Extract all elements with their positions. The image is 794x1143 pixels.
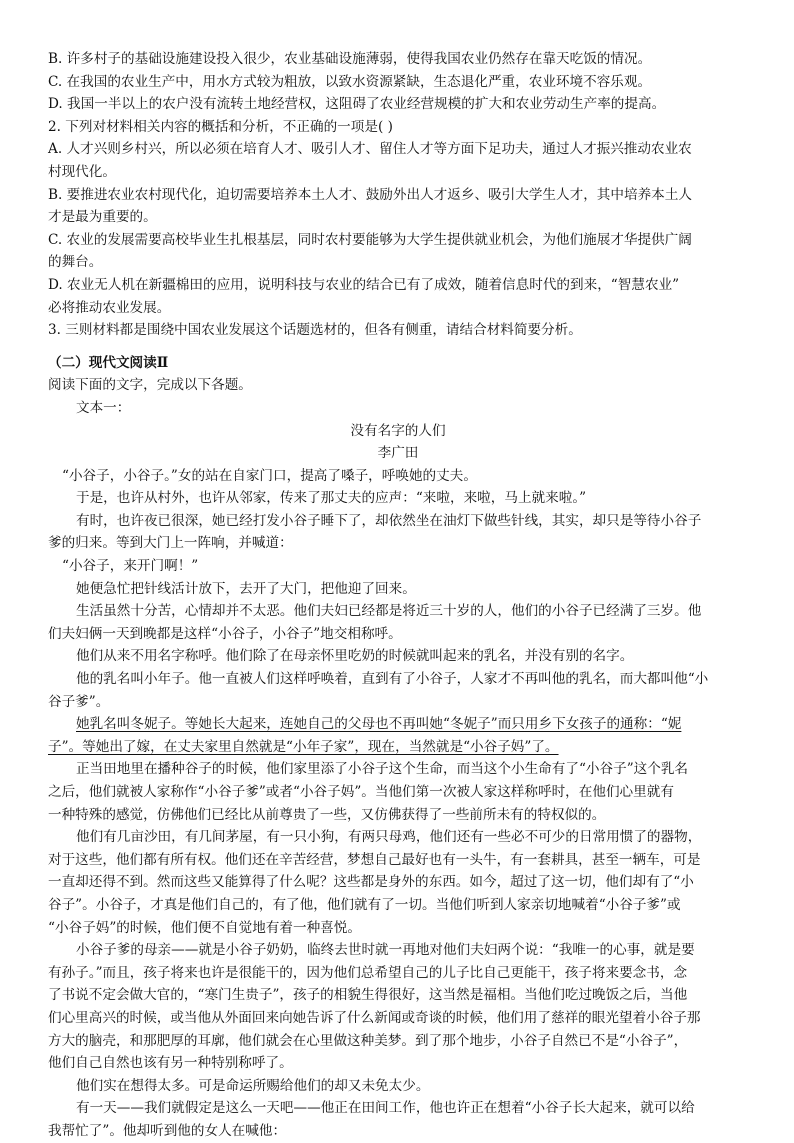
text-line: C. 在我国的农业生产中，用水方式较为粗放，以致水资源紧缺，生态退化严重，农业环境不容乐观。 bbox=[48, 73, 652, 90]
text-line: 2. 下列对材料相关内容的概括和分析，不正确的一项是( ) bbox=[48, 118, 393, 135]
text-line: 她便急忙把针线活计放下，去开了大门，把他迎了回来。 bbox=[76, 580, 416, 597]
text-line: 我帮忙了”。他却听到他的女人在喊他： bbox=[48, 1122, 287, 1139]
text-line: 生活虽然十分苦，心情却并不太恶。他们夫妇已经都是将近三十岁的人，他们的小谷子已经满了三岁。他 bbox=[76, 603, 702, 620]
text-line: 阅读下面的文字，完成以下各题。 bbox=[48, 377, 252, 394]
text-line: “小谷子，小谷子。”女的站在自家门口，提高了嗓子，呼唤她的丈夫。 bbox=[62, 467, 477, 484]
text-line: 村现代化。 bbox=[48, 163, 116, 180]
text-line: 3. 三则材料都是围绕中国农业发展这个话题选材的，但各有侧重，请结合材料简要分析。 bbox=[48, 322, 582, 339]
text-line: 她乳名叫冬妮子。等她长大起来，连她自己的父母也不再叫她“冬妮子”而只用乡下女孩子的通称：“妮 bbox=[76, 716, 682, 733]
section-heading: （二）现代文阅读Ⅱ bbox=[48, 354, 169, 371]
text-line: 爹的归来。等到大门上一阵响，并喊道： bbox=[48, 535, 293, 552]
text-line: 了书说不定会做大官的，“寒门生贵子”，孩子的相貌生得很好，这当然是福相。当他们吃过晚饭之后，当他 bbox=[48, 987, 688, 1004]
text-line: 谷子”。小谷子，才真是他们自己的，有了他，他们就有了一切。当他们听到人家亲切地喊着“小谷子爹”或 bbox=[48, 896, 681, 913]
text-line: 子”。等她出了嫁，在丈夫家里自然就是“小年子家”，现在，当然就是“小谷子妈”了。 bbox=[48, 738, 559, 755]
centered-title-line: 李广田 bbox=[377, 445, 419, 462]
text-line: 有一天——我们就假定是这么一天吧——他正在田间工作，他也许正在想着“小谷子长大起来，就可以给 bbox=[76, 1100, 695, 1117]
text-line: D. 农业无人机在新疆棉田的应用，说明科技与农业的结合已有了成效，随着信息时代的到来，“智慧农业” bbox=[48, 276, 680, 293]
text-line: 谷子爹”。 bbox=[48, 693, 110, 710]
text-line: “小谷子，来开门啊！” bbox=[62, 558, 199, 575]
text-line: 必将推动农业发展。 bbox=[48, 299, 171, 316]
text-line: 方大的脑壳，和那肥厚的耳廓，他们就会在心里做这种美梦。到了那个地步，小谷子自然已不是“小谷子”， bbox=[48, 1032, 688, 1049]
text-line: 有孙子。”而且，孩子将来也许是很能干的，因为他们总希望自己的儿子比自己更能干，孩子将来要念书，念 bbox=[48, 964, 688, 981]
centered-title-line: 没有名字的人们 bbox=[350, 422, 446, 439]
text-line: 他的乳名叫小年子。他一直被人们这样呼唤着，直到有了小谷子，人家才不再叫他的乳名，而大都叫他“小 bbox=[76, 671, 709, 688]
text-line: D. 我国一半以上的农户没有流转土地经营权，这阻碍了农业经营规模的扩大和农业劳动生产率的提高。 bbox=[48, 96, 666, 113]
text-line: 一种特殊的感觉，仿佛他们已经比从前尊贵了一些，又仿佛获得了一些前所未有的特权似的。 bbox=[48, 806, 606, 823]
text-line: 他们从来不用名字称呼。他们除了在母亲怀里吃奶的时候就叫起来的乳名，并没有别的名字。 bbox=[76, 648, 634, 665]
text-line: B. 要推进农业农村现代化，迫切需要培养本土人才、鼓励外出人才返乡、吸引大学生人才，其中培养本土人 bbox=[48, 186, 692, 203]
text-line: 们夫妇俩一天到晚都是这样“小谷子，小谷子”地交相称呼。 bbox=[48, 625, 402, 642]
text-line: 一直却还得不到。然而这些又能算得了什么呢？这些都是身外的东西。如今，超过了这一切，他们却有了“小 bbox=[48, 874, 694, 891]
text-line: 于是，也许从村外，也许从邻家，传来了那丈夫的应声：“来啦，来啦，马上就来啦。” bbox=[76, 490, 587, 507]
text-line: 小谷子爹的母亲——就是小谷子奶奶，临终去世时就一再地对他们夫妇两个说：“我唯一的心事，就是要 bbox=[76, 942, 695, 959]
text-line: B. 许多村子的基础设施建设投入很少，农业基础设施薄弱，使得我国农业仍然存在靠天吃饭的情况。 bbox=[48, 51, 652, 67]
text-line: 正当田地里在播种谷子的时候，他们家里添了小谷子这个生命，而当这个小生命有了“小谷子”这个乳名 bbox=[76, 761, 689, 778]
text-line: 有时，也许夜已很深，她已经打发小谷子睡下了，却依然坐在油灯下做些针线，其实，却只是等待小谷子 bbox=[76, 512, 702, 529]
text-line: 他们自己自然也该有另一种特别称呼了。 bbox=[48, 1055, 293, 1072]
text-line: 的舞台。 bbox=[48, 254, 103, 271]
text-line: “小谷子妈”的时候，他们便不自觉地有着一种喜悦。 bbox=[48, 919, 361, 936]
text-line: 文本一： bbox=[76, 399, 131, 416]
text-line: 才是最为重要的。 bbox=[48, 209, 157, 226]
text-line: C. 农业的发展需要高校毕业生扎根基层，同时农村要能够为大学生提供就业机会，为他们施展才华提供广阔 bbox=[48, 231, 692, 248]
text-line bbox=[48, 342, 748, 352]
text-line: A. 人才兴则乡村兴，所以必须在培育人才、吸引人才、留住人才等方面下足功夫，通过人才振兴推动农业农 bbox=[48, 141, 692, 158]
text-line: 们心里高兴的时候，或当他从外面回来向她告诉了什么新闻或奇谈的时候，他们用了慈祥的眼光望着小谷子那 bbox=[48, 1009, 701, 1026]
document-page bbox=[48, 48, 748, 1143]
text-line: 他们实在想得太多。可是命运所赐给他们的却又未免太少。 bbox=[76, 1077, 430, 1094]
text-line: 之后，他们就被人家称作“小谷子爹”或者“小谷子妈”。当他们第一次被人家这样称呼时，在他们心里就有 bbox=[48, 784, 674, 800]
text-line: 对于这些，他们都有所有权。他们还在辛苦经营，梦想自己最好也有一头牛，有一套耕具，甚至一辆车，可是 bbox=[48, 851, 701, 868]
text-line: 他们有几亩沙田，有几间茅屋，有一只小狗，有两只母鸡，他们还有一些必不可少的日常用惯了的器物， bbox=[76, 829, 702, 846]
